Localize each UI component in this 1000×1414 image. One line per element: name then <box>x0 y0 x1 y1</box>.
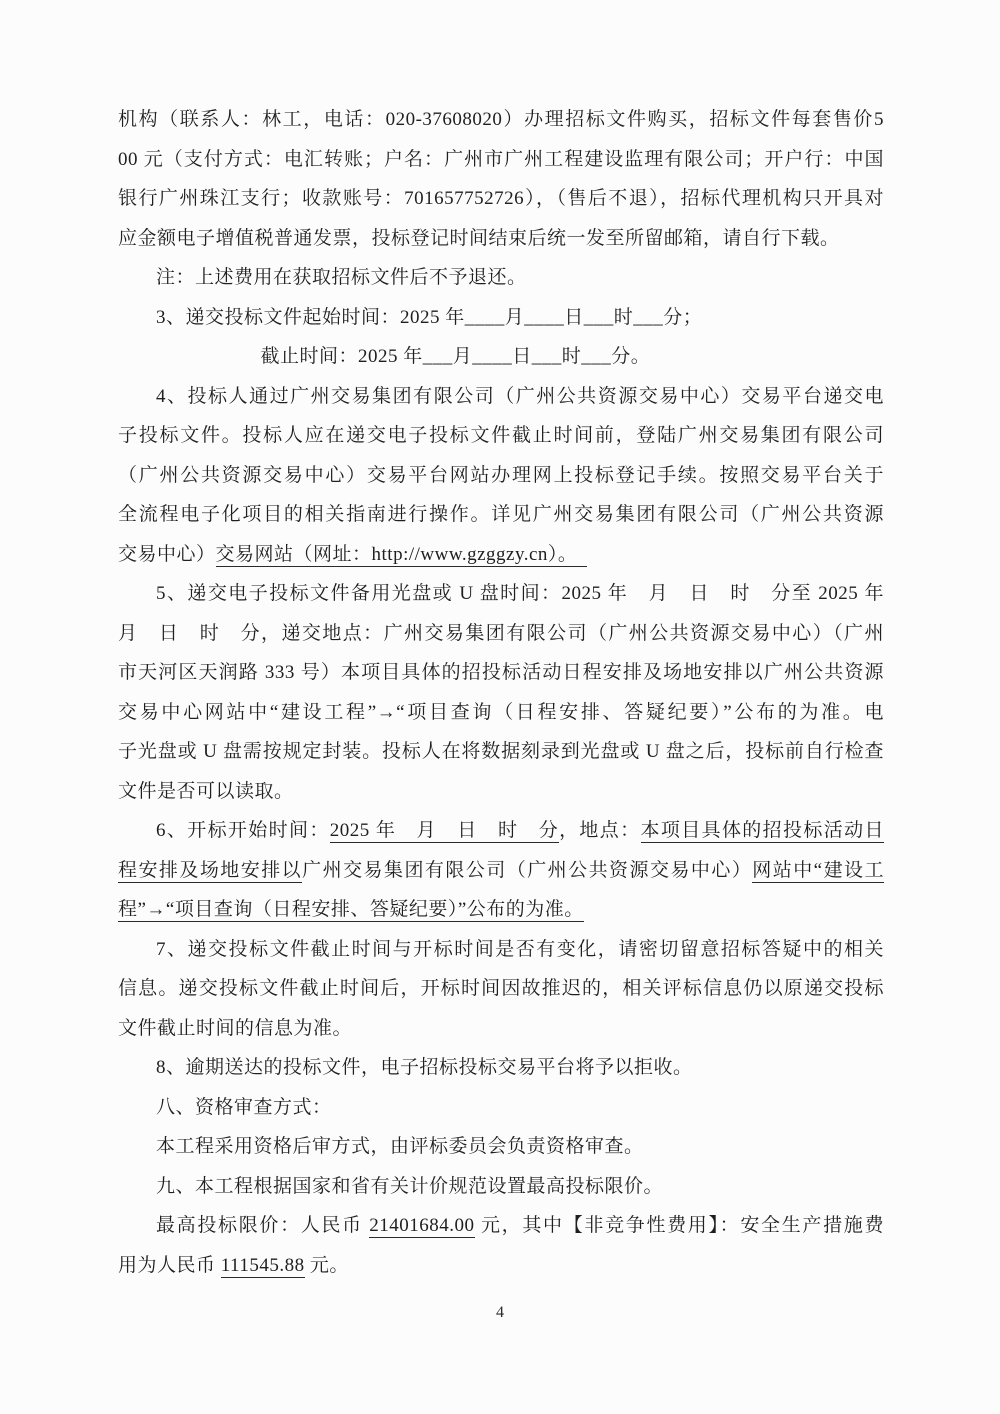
text-line <box>118 811 884 851</box>
text-segment: 截止时间：2025 年___月____日___时___分。 <box>260 346 651 367</box>
underlined-text: 程安排及场地安排以 <box>118 859 303 881</box>
text-line <box>118 851 884 891</box>
text-line <box>118 1009 884 1049</box>
text-segment: 信息。递交投标文件截止时间后，开标时间因故推迟的，相关评标信息仍以原递交投标 <box>118 978 884 999</box>
text-line <box>118 693 884 733</box>
text-line <box>118 1206 884 1246</box>
text-line <box>118 456 884 496</box>
page-number: 4 <box>496 1304 504 1321</box>
text-segment: 交易中心网站中“建设工程”→“项目查询（日程安排、答疑纪要）”公布的为准。电 <box>118 701 884 723</box>
text-line <box>118 495 884 535</box>
page-footer <box>0 1296 1000 1330</box>
text-line <box>118 100 884 140</box>
text-segment: 注：上述费用在获取招标文件后不予退还。 <box>156 267 527 288</box>
text-line <box>118 1246 884 1286</box>
text-segment: 应金额电子增值税普通发票，投标登记时间结束后统一发至所留邮箱，请自行下载。 <box>118 227 840 249</box>
text-segment: 全流程电子化项目的相关指南进行操作。详见广州交易集团有限公司（广州公共资源 <box>118 504 884 525</box>
text-line <box>118 337 884 377</box>
underlined-text: 程”→“项目查询（日程安排、答疑纪要）”公布的为准。 <box>118 899 584 920</box>
text-segment: 市天河区天润路 333 号）本项目具体的招投标活动日程安排及场地安排以广州公共资源 <box>118 662 884 683</box>
text-segment: 8、逾期送达的投标文件，电子招标投标交易平台将予以拒收。 <box>156 1057 693 1078</box>
underlined-text: 本项目具体的招投标活动日 <box>640 820 884 841</box>
underlined-text: 网站中“建设工 <box>752 859 884 881</box>
text-line <box>118 732 884 772</box>
text-line <box>118 890 884 930</box>
text-line <box>118 653 884 693</box>
text-segment: 7、递交投标文件截止时间与开标时间是否有变化，请密切留意招标答疑中的相关 <box>156 938 884 960</box>
text-segment: 文件是否可以读取。 <box>118 780 294 802</box>
text-line <box>118 574 884 614</box>
text-segment: 交易中心） <box>118 543 216 565</box>
underlined-text: 21401684.00 <box>369 1215 475 1236</box>
underlined-text: 2025 年 月 日 时 分 <box>329 820 560 841</box>
text-segment: 机构（联系人：林工，电话：020-37608020）办理招标文件购买，招标文件每套售价5 <box>118 109 884 130</box>
text-line <box>118 969 884 1009</box>
text-segment: 银行广州珠江支行；收款账号：701657752726），（售后不退），招标代理机构只开具对 <box>118 188 884 209</box>
text-segment: 6、开标开始时间： <box>156 820 330 841</box>
text-line <box>118 1167 884 1207</box>
underlined-text: 交易网站（网址：http://www.gzggzy.cn）。 <box>215 543 588 565</box>
text-segment: 元，其中【非竞争性费用】：安全生产措施费 <box>474 1215 884 1236</box>
text-line <box>118 258 884 298</box>
text-line <box>118 416 884 456</box>
text-line <box>118 772 884 812</box>
document-body <box>118 100 884 1285</box>
text-line <box>118 1088 884 1128</box>
text-line <box>118 377 884 417</box>
text-segment: 文件截止时间的信息为准。 <box>118 1017 353 1039</box>
text-segment: 00 元（支付方式：电汇转账；户名：广州市广州工程建设监理有限公司；开户行：中国 <box>118 148 884 170</box>
text-line <box>118 298 884 338</box>
text-line <box>118 930 884 970</box>
text-line <box>118 1127 884 1167</box>
text-line <box>118 535 884 575</box>
text-segment: 用为人民币 <box>118 1254 221 1276</box>
text-line <box>118 179 884 219</box>
text-segment: 4、投标人通过广州交易集团有限公司（广州公共资源交易中心）交易平台递交电 <box>156 385 884 407</box>
text-segment: 子投标文件。投标人应在递交电子投标文件截止时间前，登陆广州交易集团有限公司 <box>118 425 884 446</box>
text-segment: 月 日 时 分，递交地点：广州交易集团有限公司（广州公共资源交易中心）（广州 <box>118 622 884 644</box>
text-segment: 元。 <box>304 1254 349 1276</box>
text-line <box>118 614 884 654</box>
text-segment: 子光盘或 U 盘需按规定封装。投标人在将数据刻录到光盘或 U 盘之后，投标前自行检查 <box>118 741 884 762</box>
text-line <box>118 1048 884 1088</box>
text-segment: 3、递交投标文件起始时间：2025 年____月____日___时___分； <box>156 306 703 328</box>
text-segment: ，地点： <box>559 820 641 841</box>
text-segment: 5、递交电子投标文件备用光盘或 U 盘时间：2025 年 月 日 时 分至 2025 年 <box>156 583 884 604</box>
text-segment: 八、资格审查方式： <box>156 1096 332 1118</box>
text-segment: （广州公共资源交易中心）交易平台网站办理网上投标登记手续。按照交易平台关于 <box>118 464 884 486</box>
text-line <box>118 140 884 180</box>
text-line <box>118 219 884 259</box>
text-segment: 九、本工程根据国家和省有关计价规范设置最高投标限价。 <box>156 1175 664 1197</box>
text-segment: 广州交易集团有限公司（广州公共资源交易中心） <box>302 859 753 881</box>
text-segment: 最高投标限价：人民币 <box>156 1215 370 1236</box>
underlined-text: 111545.88 <box>220 1254 305 1276</box>
text-segment: 本工程采用资格后审方式，由评标委员会负责资格审查。 <box>156 1136 644 1157</box>
